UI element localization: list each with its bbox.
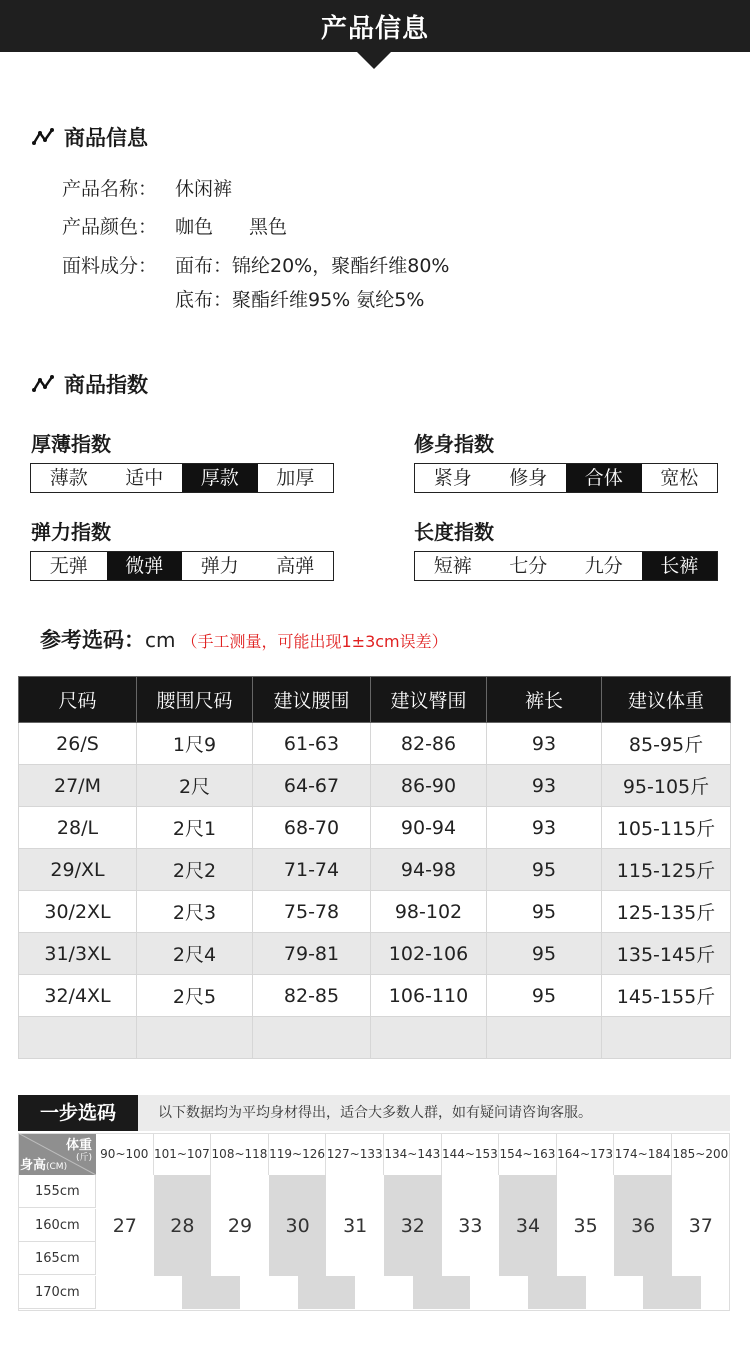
table-cell: 32/4XL (19, 975, 137, 1017)
thickness-scale (30, 463, 334, 493)
fit-scale (414, 463, 718, 493)
table-row (19, 975, 731, 1017)
size-range-block (413, 1276, 471, 1310)
size-range-block (182, 1276, 240, 1310)
thickness-option: 适中 (125, 467, 164, 489)
table-cell: 2尺3 (137, 891, 253, 933)
product-name-label: 产品名称： (62, 178, 158, 200)
page-title: 产品信息 (320, 14, 429, 44)
recommended-size: 31 (343, 1215, 368, 1237)
weight-range-header: 134~143 (384, 1133, 442, 1175)
length-option: 九分 (584, 555, 623, 577)
table-row (19, 723, 731, 765)
table-cell: 102-106 (371, 933, 487, 975)
table-cell: 2尺2 (137, 849, 253, 891)
table-header-row (19, 677, 731, 723)
fabric-label: 面料成分： (62, 255, 158, 277)
table-cell: 28/L (19, 807, 137, 849)
grid-corner (18, 1133, 96, 1175)
table-row (19, 849, 731, 891)
table-cell: 75-78 (253, 891, 371, 933)
weight-range-header: 108~118 (211, 1133, 269, 1175)
thickness-option: 加厚 (276, 467, 315, 489)
recommended-size: 33 (458, 1215, 483, 1237)
recommended-size: 29 (227, 1215, 253, 1237)
table-cell: 105-115斤 (602, 807, 731, 849)
elastic-option: 无弹 (49, 555, 88, 577)
table-cell: 95 (487, 933, 602, 975)
table-cell: 95-105斤 (602, 765, 731, 807)
thickness-title: 厚薄指数 (31, 432, 111, 456)
product-info-heading (32, 122, 148, 152)
table-cell: 30/2XL (19, 891, 137, 933)
fabric-row (62, 251, 449, 278)
table-cell: 95 (487, 891, 602, 933)
table-cell: 68-70 (253, 807, 371, 849)
table-cell: 98-102 (371, 891, 487, 933)
table-cell: 93 (487, 723, 602, 765)
table-cell: 26/S (19, 723, 137, 765)
length-option: 七分 (509, 555, 548, 577)
table-cell: 82-86 (371, 723, 487, 765)
size-chart-title (40, 624, 448, 654)
column-header: 建议腰围 (253, 677, 371, 723)
table-cell: 31/3XL (19, 933, 137, 975)
table-row (19, 933, 731, 975)
table-row (19, 807, 731, 849)
table-cell: 71-74 (253, 849, 371, 891)
weight-axis-label: 体重 (65, 1138, 92, 1153)
length-scale (414, 551, 718, 581)
table-cell: 2尺5 (137, 975, 253, 1017)
fabric-lining: 底布：聚酯纤维95% 氨纶5% (175, 289, 425, 311)
fabric-outer: 面布：锦纶20%，聚酯纤维80% (175, 255, 450, 277)
table-cell: 64-67 (253, 765, 371, 807)
product-name-row (62, 174, 232, 201)
elastic-scale (30, 551, 334, 581)
fit-option: 宽松 (660, 467, 699, 489)
recommended-size: 27 (112, 1215, 137, 1237)
color-option: 咖色 (175, 216, 214, 238)
height-axis-label: 身高(CM) (20, 1158, 68, 1173)
zigzag-icon (32, 128, 56, 146)
table-cell: 95 (487, 975, 602, 1017)
size-selection-grid (18, 1133, 730, 1311)
table-cell: 79-81 (253, 933, 371, 975)
table-cell: 86-90 (371, 765, 487, 807)
recommended-size: 28 (170, 1215, 195, 1237)
recommended-size: 36 (631, 1215, 656, 1237)
table-cell: 85-95斤 (602, 723, 731, 765)
fit-option: 修身 (509, 467, 548, 489)
column-header: 腰围尺码 (137, 677, 253, 723)
table-cell: 94-98 (371, 849, 487, 891)
header-pointer (357, 52, 391, 69)
table-cell: 106-110 (371, 975, 487, 1017)
table-row-empty (19, 1017, 731, 1059)
product-color-row (62, 212, 287, 239)
table-cell: 1尺9 (137, 723, 253, 765)
elastic-option: 微弹 (107, 552, 183, 580)
fit-title: 修身指数 (414, 432, 494, 456)
recommended-size: 32 (400, 1215, 425, 1237)
weight-range-header: 185~200 (672, 1133, 730, 1175)
indices-heading (32, 369, 148, 399)
fit-option: 紧身 (433, 467, 472, 489)
weight-range-header: 90~100 (96, 1133, 154, 1175)
weight-range-header: 164~173 (557, 1133, 615, 1175)
length-title: 长度指数 (414, 520, 494, 544)
table-row (19, 765, 731, 807)
column-header: 尺码 (19, 677, 137, 723)
size-chart-note: （手工测量，可能出现1±3cm误差） (181, 632, 448, 651)
size-chart-unit: cm (145, 628, 176, 652)
table-cell: 95 (487, 849, 602, 891)
size-chart-label: 参考选码： (40, 628, 145, 652)
weight-range-header: 144~153 (442, 1133, 500, 1175)
elastic-option: 弹力 (200, 555, 239, 577)
recommended-size: 37 (688, 1215, 713, 1237)
length-option: 长裤 (642, 552, 718, 580)
table-cell: 125-135斤 (602, 891, 731, 933)
size-table (18, 676, 731, 1059)
elastic-title: 弹力指数 (31, 520, 111, 544)
product-color-label: 产品颜色： (62, 216, 158, 238)
height-row-label: 160cm (18, 1209, 96, 1242)
thickness-option: 薄款 (49, 467, 88, 489)
table-cell: 90-94 (371, 807, 487, 849)
table-cell: 2尺1 (137, 807, 253, 849)
weight-range-header: 101~107 (154, 1133, 212, 1175)
table-cell: 93 (487, 807, 602, 849)
section-title: 商品指数 (64, 373, 148, 397)
step-selection-note: 以下数据均为平均身材得出，适合大多数人群，如有疑问请咨询客服。 (158, 1105, 592, 1121)
table-cell: 82-85 (253, 975, 371, 1017)
table-cell: 93 (487, 765, 602, 807)
color-option: 黑色 (249, 216, 288, 238)
section-title: 商品信息 (64, 126, 148, 150)
step-selection-tag: 一步选码 (18, 1095, 138, 1131)
weight-range-header: 127~133 (326, 1133, 384, 1175)
recommended-size: 35 (573, 1215, 598, 1237)
column-header: 建议体重 (602, 677, 731, 723)
recommended-size: 30 (285, 1215, 310, 1237)
weight-range-header: 174~184 (614, 1133, 672, 1175)
height-row-label: 165cm (18, 1242, 96, 1275)
zigzag-icon (32, 375, 56, 393)
recommended-size: 34 (515, 1215, 541, 1237)
table-row (19, 891, 731, 933)
table-cell: 2尺4 (137, 933, 253, 975)
column-header: 建议臀围 (371, 677, 487, 723)
fit-option: 合体 (566, 464, 642, 492)
size-range-block (643, 1276, 701, 1310)
height-row-label: 170cm (18, 1276, 96, 1309)
height-row-label: 155cm (18, 1175, 96, 1208)
column-header: 裤长 (487, 677, 602, 723)
weight-range-header: 154~163 (499, 1133, 557, 1175)
size-range-block (298, 1276, 356, 1310)
table-cell: 2尺 (137, 765, 253, 807)
thickness-option: 厚款 (182, 464, 258, 492)
table-cell: 61-63 (253, 723, 371, 765)
elastic-option: 高弹 (276, 555, 315, 577)
fabric-row-2 (62, 285, 424, 312)
table-cell: 115-125斤 (602, 849, 731, 891)
product-name-value: 休闲裤 (175, 178, 233, 200)
table-cell: 29/XL (19, 849, 137, 891)
weight-unit: (斤) (75, 1153, 92, 1163)
table-cell: 27/M (19, 765, 137, 807)
weight-range-header: 119~126 (269, 1133, 327, 1175)
table-cell: 145-155斤 (602, 975, 731, 1017)
table-cell: 135-145斤 (602, 933, 731, 975)
length-option: 短裤 (433, 555, 472, 577)
size-range-block (528, 1276, 586, 1310)
